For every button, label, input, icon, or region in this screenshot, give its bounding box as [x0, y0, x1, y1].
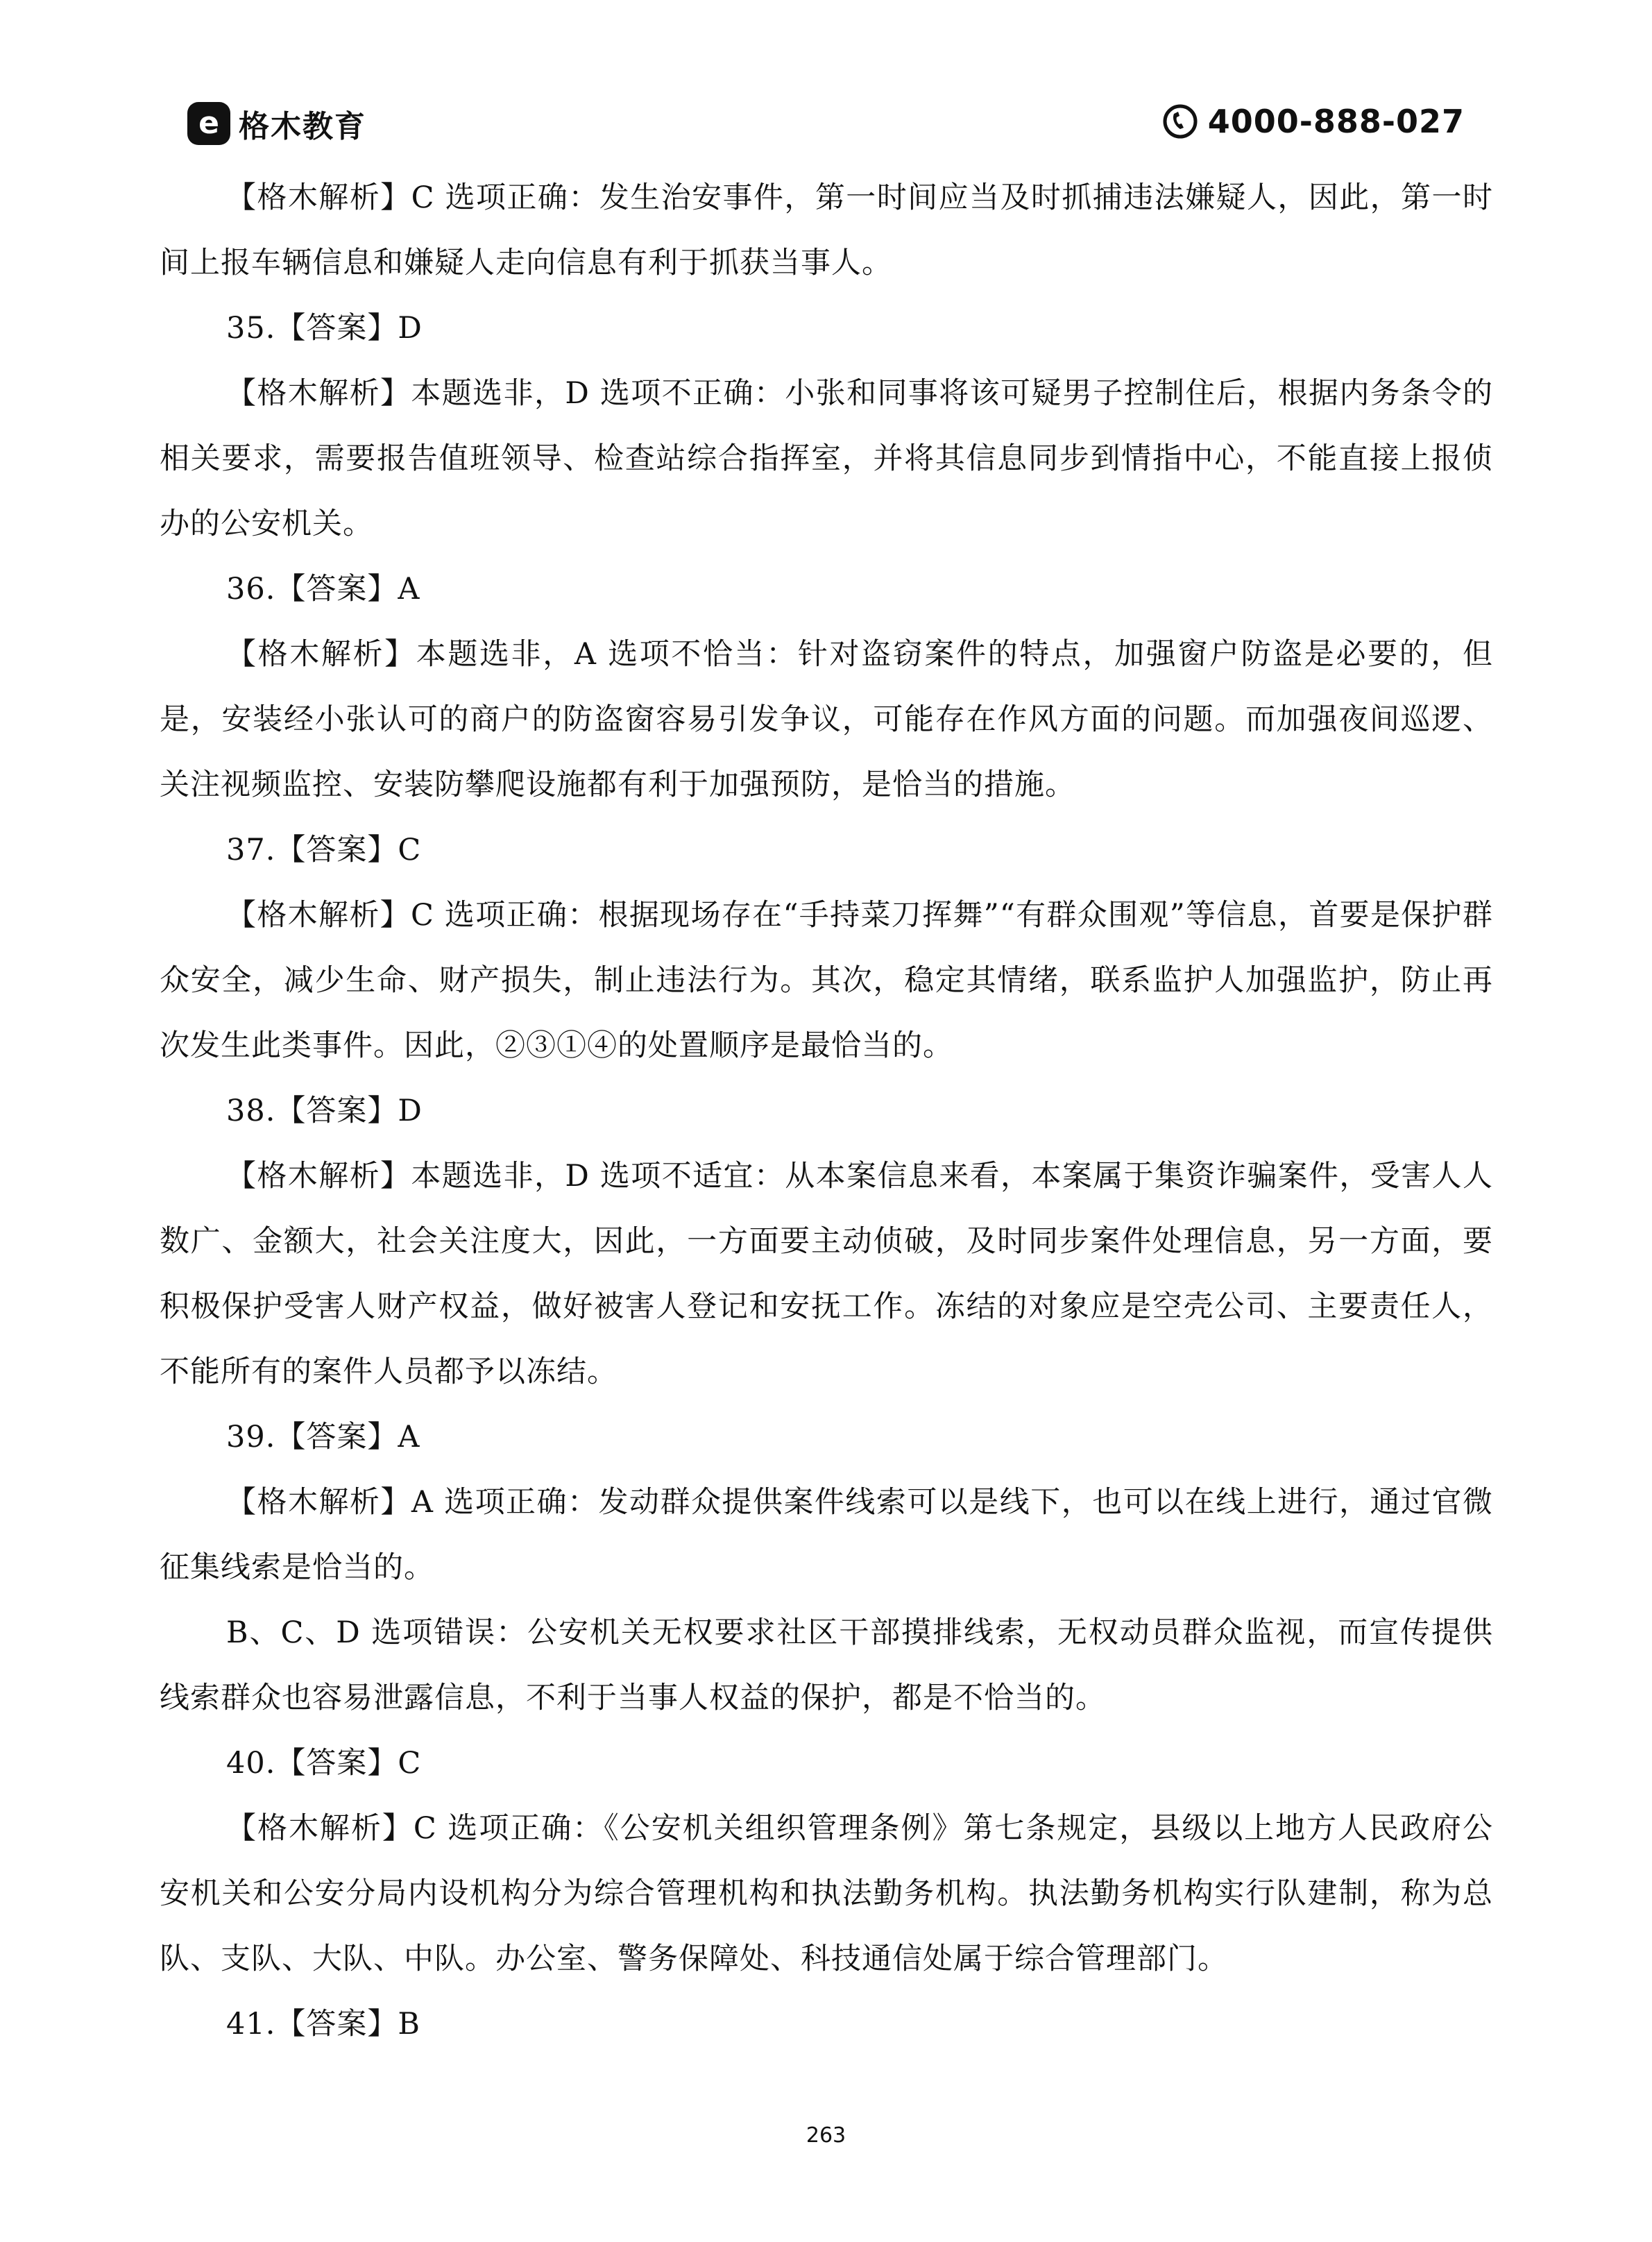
answer-heading: 38.【答案】D: [226, 1094, 423, 1128]
answer-heading: 39.【答案】A: [226, 1420, 420, 1454]
hotline: [1162, 103, 1465, 140]
logo-text: 格木教育: [239, 109, 366, 144]
paragraph: 【格木解析】本题选非，D 选项不适宜：从本案信息来看，本案属于集资诈骗案件，受害人人数广、金额大，社会关注度大，因此，一方面要主动侦破，及时同步案件处理信息，另一方面，要积极保护受害人财产权益，做好被害人登记和安抚工作。冻结的对象应是空壳公司、主要责任人，不能所有的案件人员都予以冻结。: [160, 1159, 1493, 1389]
answer-heading: 37.【答案】C: [226, 833, 422, 867]
answer-heading: 36.【答案】A: [226, 572, 420, 606]
paragraph: 【格木解析】C 选项正确：发生治安事件，第一时间应当及时抓捕违法嫌疑人，因此，第一时间上报车辆信息和嫌疑人走向信息有利于抓获当事人。: [160, 180, 1493, 280]
paragraph: B、C、D 选项错误：公安机关无权要求社区干部摸排线索，无权动员群众监视，而宣传提供线索群众也容易泄露信息，不利于当事人权益的保护，都是不恰当的。: [160, 1615, 1493, 1715]
brand-logo: [187, 101, 366, 146]
page-header: [187, 97, 1465, 153]
answer-heading: 35.【答案】D: [226, 311, 423, 346]
answer-heading: 40.【答案】C: [226, 1746, 422, 1781]
paragraph: 【格木解析】A 选项正确：发动群众提供案件线索可以是线下，也可以在线上进行，通过官微征集线索是恰当的。: [160, 1485, 1493, 1585]
answer-heading: 41.【答案】B: [226, 2007, 420, 2041]
hotline-number: 4000-888-027: [1207, 103, 1465, 140]
phone-icon: [1162, 103, 1198, 139]
answer-explanations: [160, 165, 1493, 2057]
paragraph: 【格木解析】本题选非，D 选项不正确：小张和同事将该可疑男子控制住后，根据内务条令的相关要求，需要报告值班领导、检查站综合指挥室，并将其信息同步到情指中心，不能直接上报侦办的公安机关。: [160, 376, 1493, 541]
paragraph: 【格木解析】本题选非，A 选项不恰当：针对盗窃案件的特点，加强窗户防盗是必要的，但是，安装经小张认可的商户的防盗窗容易引发争议，可能存在作风方面的问题。而加强夜间巡逻、关注视频监控、安装防攀爬设施都有利于加强预防，是恰当的措施。: [160, 637, 1493, 802]
page-number: 263: [806, 2123, 846, 2148]
paragraph: 【格木解析】C 选项正确：根据现场存在“手持菜刀挥舞”“有群众围观”等信息，首要是保护群众安全，减少生命、财产损失，制止违法行为。其次，稳定其情绪，联系监护人加强监护，防止再次发生此类事件。因此，②③①④的处置顺序是最恰当的。: [160, 898, 1493, 1063]
logo-icon: e: [187, 102, 230, 145]
paragraph: 【格木解析】C 选项正确：《公安机关组织管理条例》第七条规定，县级以上地方人民政府公安机关和公安分局内设机构分为综合管理机构和执法勤务机构。执法勤务机构实行队建制，称为总队、支队、大队、中队。办公室、警务保障处、科技通信处属于综合管理部门。: [160, 1811, 1493, 1976]
